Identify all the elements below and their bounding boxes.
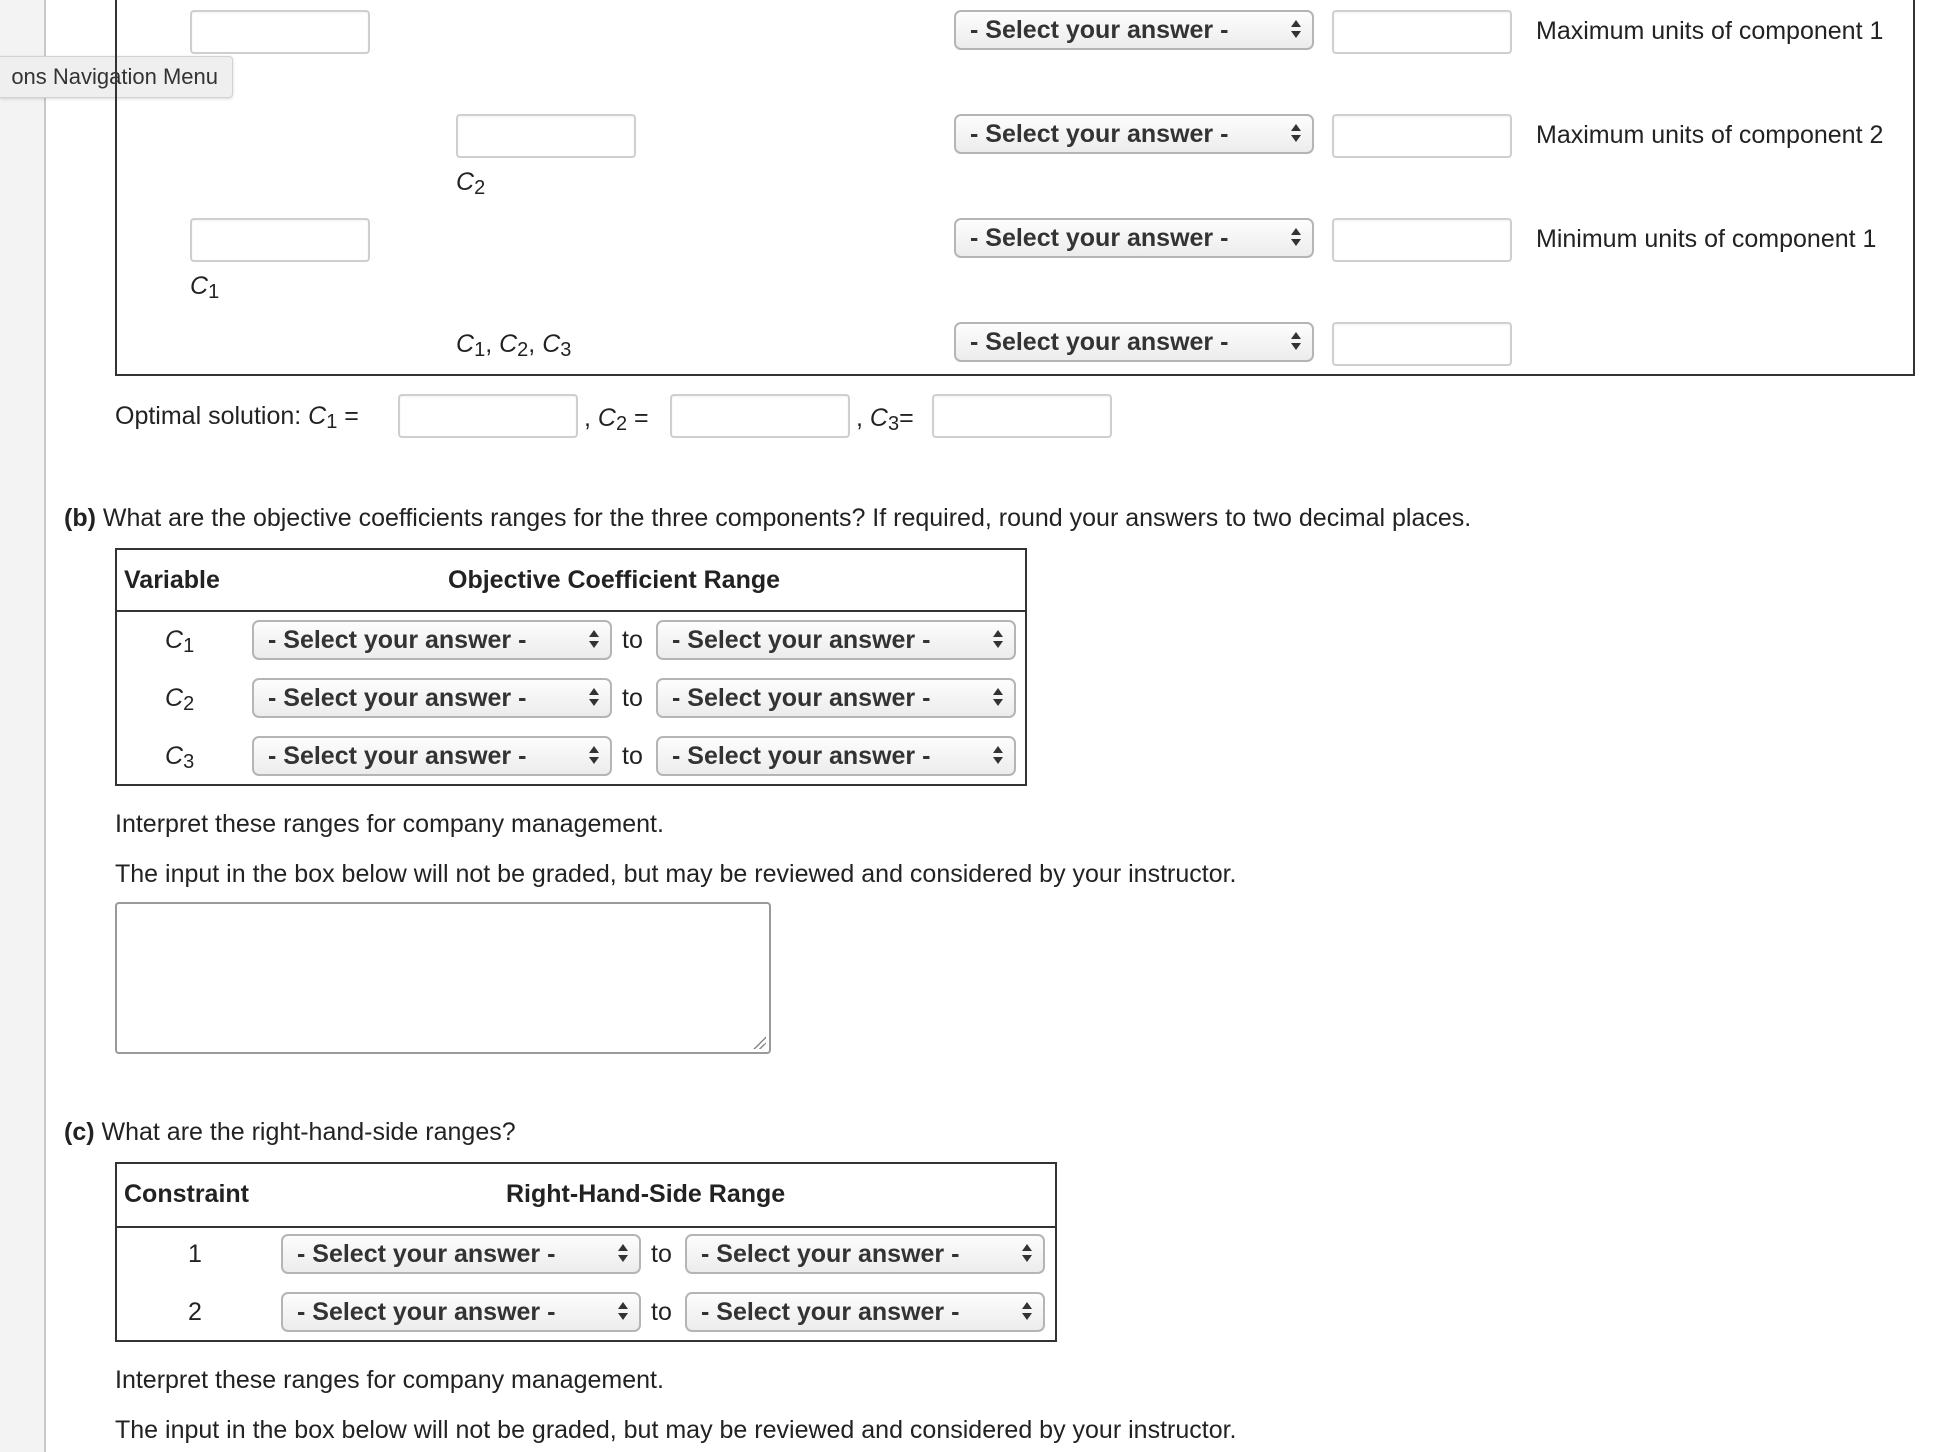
constraint-2-description: Maximum units of component 2 [1536,121,1884,149]
part-b-question: (b) What are the objective coefficients ranges for the three components? If required, round your answers to two decimal places. [64,504,1472,532]
coef-c1-row3-input[interactable] [190,218,370,262]
part-c-question: (c) What are the right-hand-side ranges? [64,1118,516,1146]
constraint-1-description: Maximum units of component 1 [1536,17,1884,45]
part-b-interpret-text: Interpret these ranges for company management. [115,810,664,838]
row-var-c2: $C_2$ [165,684,195,715]
constraint-3-description: Minimum units of component 1 [1536,225,1877,253]
col-header-variable: Variable [124,566,220,594]
optimal-c2-label: , $C_2$ = [584,404,649,435]
rhs1-range-lower-select[interactable]: - Select your answer - [281,1234,641,1274]
rhs2-range-upper-select[interactable]: - Select your answer - [685,1292,1045,1332]
part-b-interpretation-textarea[interactable] [115,902,771,1054]
select-arrows-icon [1021,1242,1033,1266]
select-arrows-icon [1290,226,1302,250]
select-arrows-icon [588,686,600,710]
row-var-c1: $C_1$ [165,626,195,657]
c1-range-lower-select[interactable]: - Select your answer - [252,620,612,660]
navigation-menu-tab[interactable]: ons Navigation Menu [0,56,233,98]
row-var-c3: $C_3$ [165,742,195,773]
optimal-c3-input[interactable] [932,394,1112,438]
constraint-row-1-label: 1 [188,1240,202,1268]
constraint-4-rhs-input[interactable] [1332,322,1512,366]
constraints-panel [115,0,1915,376]
optimal-c2-input[interactable] [670,394,850,438]
select-arrows-icon [617,1300,629,1324]
var-c2-label: $C_2$ [456,168,486,199]
optimal-solution-label: Optimal solution: $C_1$ = [115,402,359,433]
select-arrows-icon [1290,122,1302,146]
c2-range-lower-select[interactable]: - Select your answer - [252,678,612,718]
to-label: to [651,1240,672,1268]
constraint-1-rhs-input[interactable] [1332,10,1512,54]
c2-range-upper-select[interactable]: - Select your answer - [656,678,1016,718]
rhs1-range-upper-select[interactable]: - Select your answer - [685,1234,1045,1274]
select-arrows-icon [1290,330,1302,354]
col-header-constraint: Constraint [124,1180,249,1208]
var-c1-label: $C_1$ [190,272,220,303]
constraint-1-relation-select[interactable]: - Select your answer - [954,10,1314,50]
c3-range-upper-select[interactable]: - Select your answer - [656,736,1016,776]
select-arrows-icon [992,628,1004,652]
select-arrows-icon [588,744,600,768]
c1-range-upper-select[interactable]: - Select your answer - [656,620,1016,660]
part-c-interpret-text: Interpret these ranges for company management. [115,1366,664,1394]
part-b-note-text: The input in the box below will not be graded, but may be reviewed and considered by your instructor. [115,860,1237,888]
c3-range-lower-select[interactable]: - Select your answer - [252,736,612,776]
left-gutter [0,0,46,1452]
select-arrows-icon [1290,18,1302,42]
resize-grip-icon[interactable] [752,1035,766,1049]
col-header-rhs-range: Right-Hand-Side Range [506,1180,786,1208]
optimal-c1-input[interactable] [398,394,578,438]
vars-c1-c2-c3-label: $C_1$, $C_2$, $C_3$ [456,330,572,361]
constraint-3-relation-select[interactable]: - Select your answer - [954,218,1314,258]
rhs2-range-lower-select[interactable]: - Select your answer - [281,1292,641,1332]
part-c-note-text: The input in the box below will not be graded, but may be reviewed and considered by your instructor. [115,1416,1237,1444]
to-label: to [622,684,643,712]
constraint-2-rhs-input[interactable] [1332,114,1512,158]
constraint-2-relation-select[interactable]: - Select your answer - [954,114,1314,154]
coef-c1-row1-input[interactable] [190,10,370,54]
constraint-3-rhs-input[interactable] [1332,218,1512,262]
coef-c2-row2-input[interactable] [456,114,636,158]
to-label: to [622,742,643,770]
select-arrows-icon [992,744,1004,768]
to-label: to [622,626,643,654]
constraint-4-relation-select[interactable]: - Select your answer - [954,322,1314,362]
to-label: to [651,1298,672,1326]
constraint-row-2-label: 2 [188,1298,202,1326]
select-arrows-icon [617,1242,629,1266]
optimal-c3-label: , $C_3=$ [856,404,914,435]
select-arrows-icon [992,686,1004,710]
select-arrows-icon [1021,1300,1033,1324]
col-header-objective-range: Objective Coefficient Range [448,566,781,594]
select-arrows-icon [588,628,600,652]
